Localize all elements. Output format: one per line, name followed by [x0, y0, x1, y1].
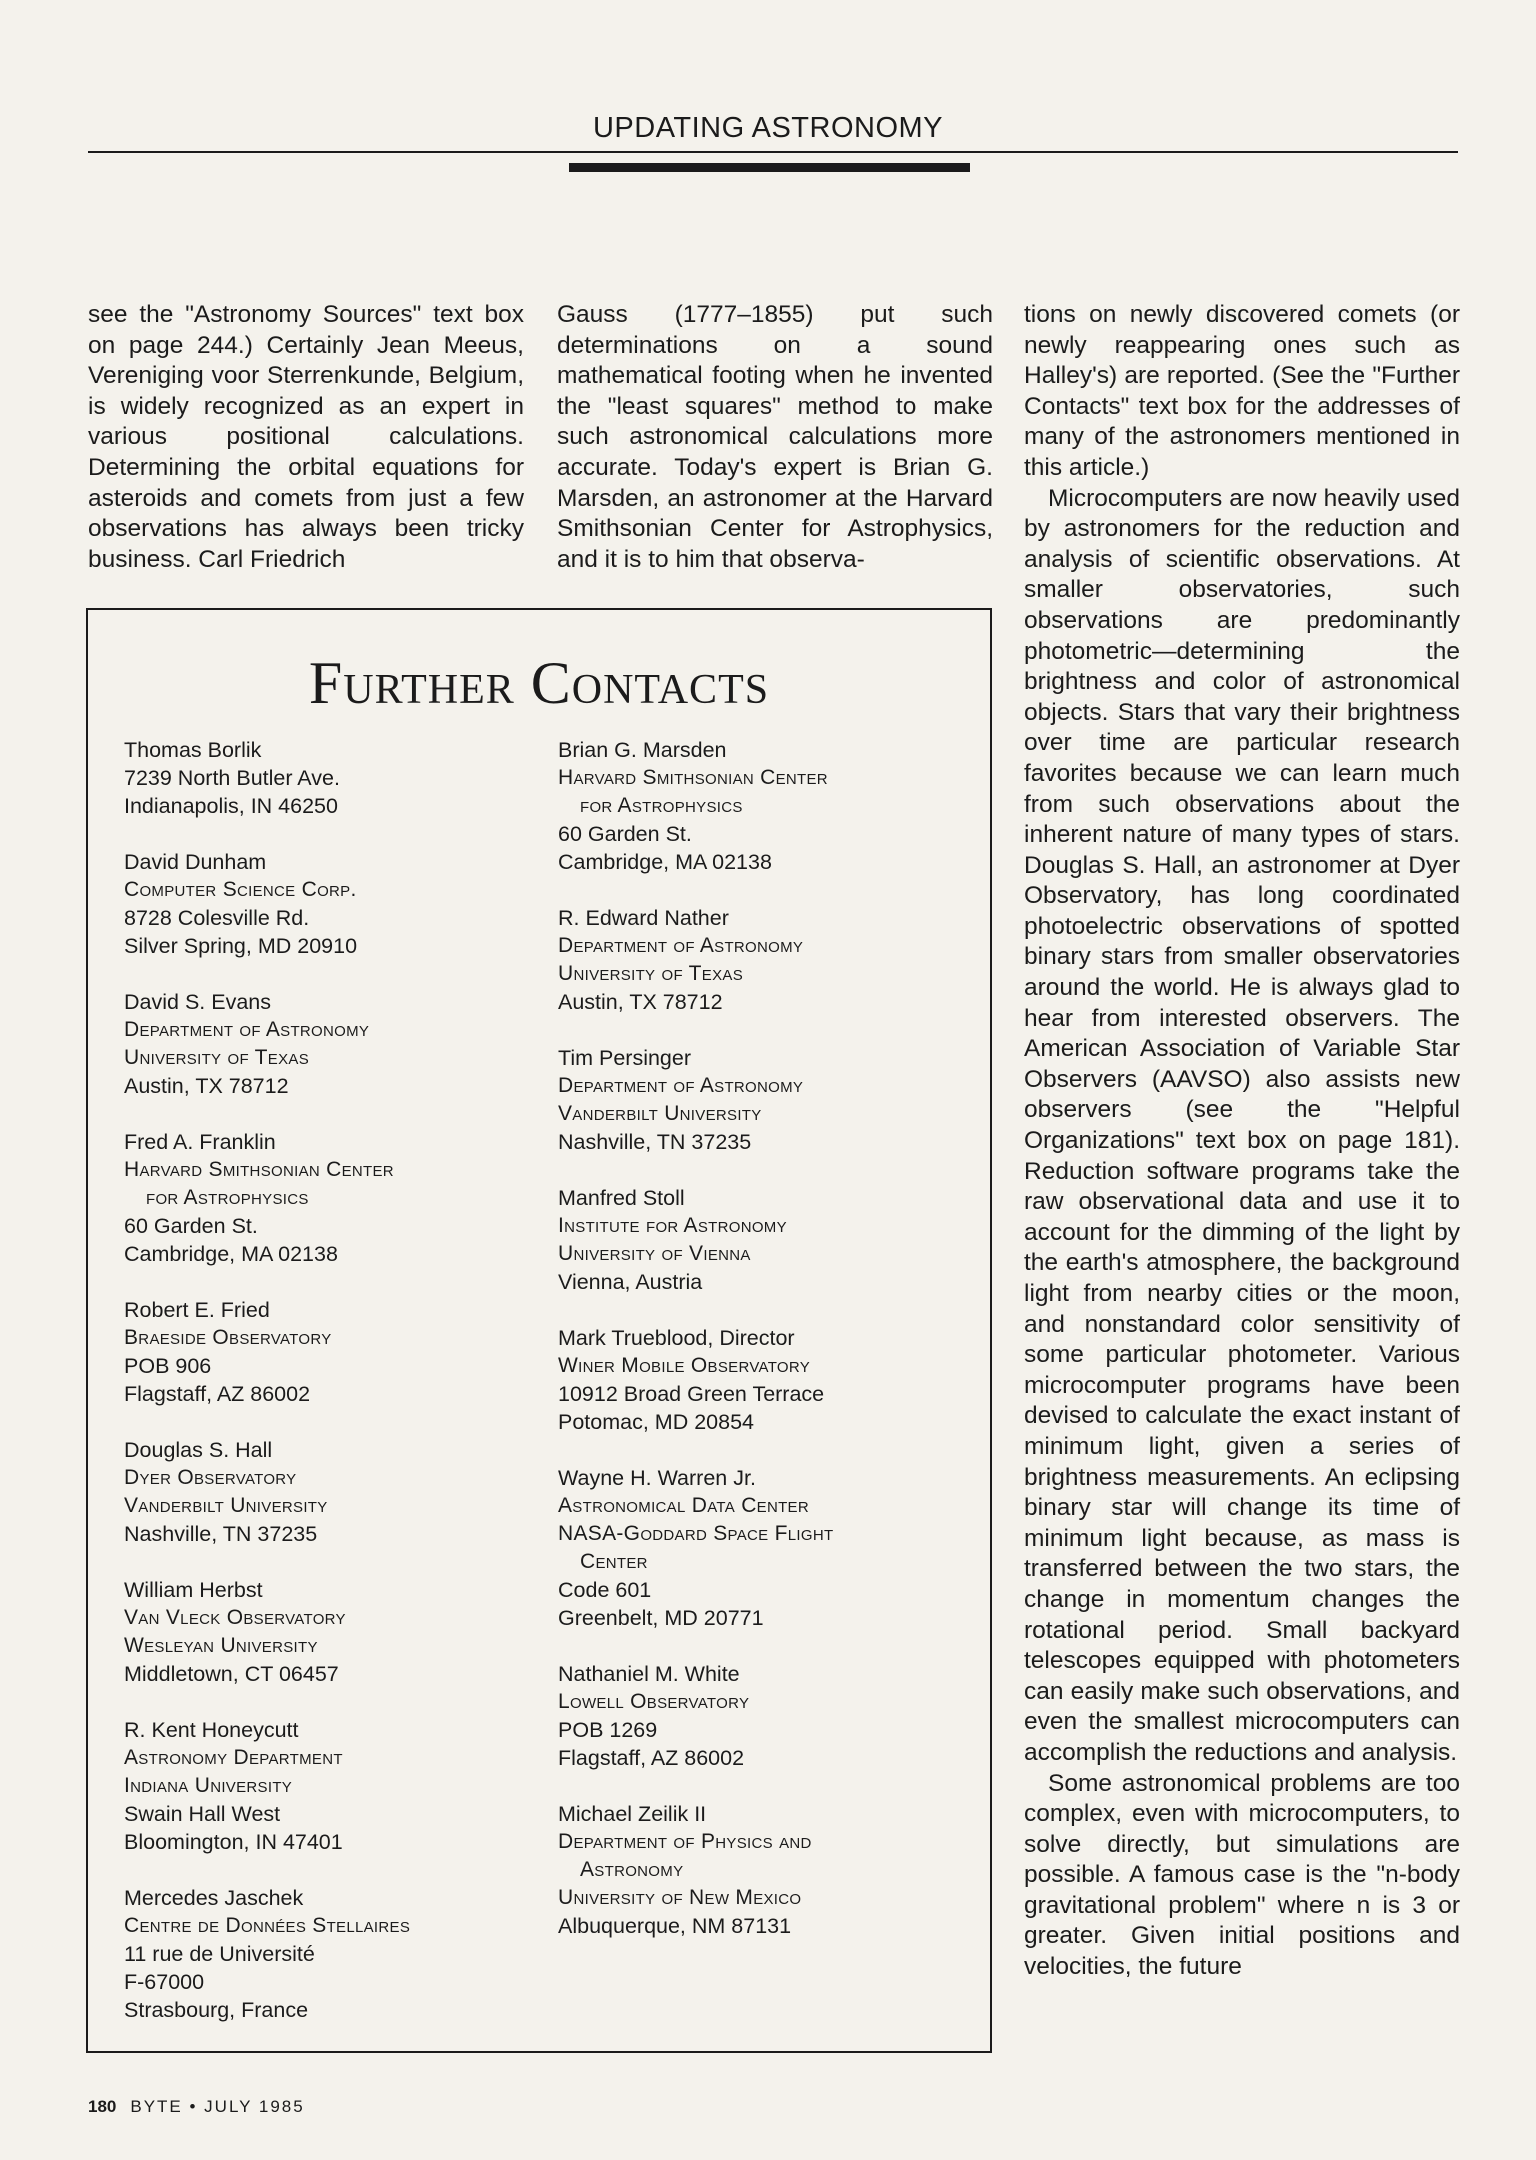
contact-entry — [124, 1436, 524, 1548]
contact-organization: University of Vienna — [558, 1242, 751, 1265]
contact-address-line: Albuquerque, NM 87131 — [558, 1914, 792, 1938]
contact-address-line: Austin, TX 78712 — [124, 1074, 289, 1098]
contact-name: William Herbst — [124, 1578, 263, 1602]
contact-address-line: Swain Hall West — [124, 1802, 281, 1826]
paragraph: see the "Astronomy Sources" text box on page 244.) Certainly Jean Meeus, Vereniging voor Sterrenkunde, Belgium, is widely recognized as an expert in various positional calculations. Determining the orbital equations for asteroids and comets from just a few observations has always been tricky business. Carl Friedrich — [88, 301, 524, 573]
contact-name: Mark Trueblood, Director — [558, 1326, 795, 1350]
contact-organization: Dyer Observatory — [124, 1466, 297, 1489]
contact-entry — [124, 1576, 524, 1688]
contact-name: Manfred Stoll — [558, 1186, 685, 1210]
contact-organization: Institute for Astronomy — [558, 1214, 787, 1237]
article-column-1 — [88, 300, 524, 575]
contact-entry — [558, 904, 958, 1016]
contact-name: Brian G. Marsden — [558, 738, 727, 762]
contact-organization: Winer Mobile Observatory — [558, 1354, 811, 1377]
contact-name: Fred A. Franklin — [124, 1130, 276, 1154]
contact-address-line: Flagstaff, AZ 86002 — [558, 1746, 745, 1770]
contact-address-line: Silver Spring, MD 20910 — [124, 934, 358, 958]
box-title: Further Contacts — [308, 650, 770, 716]
contact-address-line: 7239 North Butler Ave. — [124, 766, 340, 790]
contact-organization: Astronomical Data Center — [558, 1494, 809, 1517]
contact-organization: Braeside Observatory — [124, 1326, 332, 1349]
section-title: UPDATING ASTRONOMY — [592, 112, 944, 144]
contact-address-line: POB 906 — [124, 1354, 212, 1378]
contact-organization: for Astrophysics — [146, 1186, 309, 1209]
contact-address-line: Bloomington, IN 47401 — [124, 1830, 343, 1854]
contact-entry — [558, 736, 958, 876]
contact-address-line: Indianapolis, IN 46250 — [124, 794, 338, 818]
contact-entry — [124, 736, 524, 820]
contact-entry — [558, 1324, 958, 1436]
contact-organization: University of Texas — [558, 962, 744, 985]
contact-organization: Wesleyan University — [124, 1634, 318, 1657]
contact-organization: Harvard Smithsonian Center — [558, 766, 828, 789]
contact-name: Thomas Borlik — [124, 738, 262, 762]
contact-entry — [124, 1128, 524, 1268]
article-column-3 — [1024, 300, 1460, 1983]
contact-entry — [558, 1660, 958, 1772]
contact-name: Wayne H. Warren Jr. — [558, 1466, 756, 1490]
paragraph: Gauss (1777–1855) put such determinations on a sound mathematical footing when he invented the "least squares" method to make such astronomical calculations more accurate. Today's expert is Brian G. Marsden, an astronomer at the Harvard Smithsonian Center for Astrophysics, and it is to him that observa- — [557, 301, 993, 573]
contact-organization: Astronomy Department — [124, 1746, 343, 1769]
contact-address-line: Flagstaff, AZ 86002 — [124, 1382, 311, 1406]
contact-organization: Indiana University — [124, 1774, 293, 1797]
contact-organization: Harvard Smithsonian Center — [124, 1158, 394, 1181]
contact-address-line: Potomac, MD 20854 — [558, 1410, 754, 1434]
contact-address-line: Strasbourg, France — [124, 1998, 309, 2022]
contact-organization: Lowell Observatory — [558, 1690, 750, 1713]
contact-entry — [558, 1044, 958, 1156]
paragraph: Some astronomical problems are too complex, even with microcomputers, to solve directly, but simulations are possible. A famous case is the "n-body gravitational problem" where n is 3 or greater. Given initial positions and velocities, the future — [1024, 1769, 1460, 1981]
contact-name: Michael Zeilik II — [558, 1802, 707, 1826]
article-column-2 — [557, 300, 993, 575]
further-contacts-box — [86, 608, 992, 2053]
contact-address-line: POB 1269 — [558, 1718, 658, 1742]
contact-entry — [558, 1184, 958, 1296]
contact-entry — [124, 988, 524, 1100]
contact-name: R. Edward Nather — [558, 906, 729, 930]
contact-address-line: Greenbelt, MD 20771 — [558, 1606, 764, 1630]
contact-name: David Dunham — [124, 850, 267, 874]
contact-address-line: 60 Garden St. — [558, 822, 692, 846]
contact-organization: NASA-Goddard Space Flight — [558, 1522, 834, 1545]
contacts-column-left — [124, 736, 524, 2052]
contact-address-line: 60 Garden St. — [124, 1214, 258, 1238]
contacts-column-right — [558, 736, 958, 1968]
contact-entry — [124, 1296, 524, 1408]
contact-organization: Center — [580, 1550, 648, 1573]
contact-name: Mercedes Jaschek — [124, 1886, 304, 1910]
contact-organization: for Astrophysics — [580, 794, 743, 817]
contact-name: Robert E. Fried — [124, 1298, 270, 1322]
contact-organization: Department of Astronomy — [558, 934, 804, 957]
contact-organization: Van Vleck Observatory — [124, 1606, 346, 1629]
contact-name: Tim Persinger — [558, 1046, 692, 1070]
contact-address-line: F-67000 — [124, 1970, 205, 1994]
contact-name: R. Kent Honeycutt — [124, 1718, 299, 1742]
contact-entry — [124, 1884, 524, 2024]
contact-organization: University of Texas — [124, 1046, 310, 1069]
page-number: 180 — [88, 2097, 117, 2116]
contact-organization: Department of Astronomy — [558, 1074, 804, 1097]
contact-address-line: Middletown, CT 06457 — [124, 1662, 339, 1686]
paragraph: Microcomputers are now heavily used by astronomers for the reduction and analysis of scientific observations. At smaller observatories, such observations are predominantly photometric—determining the brightness and color of astronomical objects. Stars that vary their brightness over time are particular research favorites because we can learn much from such observations about the inherent nature of many types of stars. Douglas S. Hall, an astronomer at Dyer Observatory, has long coordinated photoelectric observations of spotted binary stars from smaller observatories around the world. He is always glad to hear from interested observers. The American Association of Variable Star Observers (AAVSO) also assists new observers (see the "Helpful Organizations" text box on page 181). Reduction software programs take the raw observational data and use it to account for the dimming of the light by the earth's atmosphere, the background light from nearby cities or the moon, and nonstandard color sensitivity of some particular photometer. Various microcomputer programs have been devised to calculate the exact instant of minimum light, given a series of brightness measurements. An eclipsing binary star will change its time of minimum light because, as mass is transferred between the two stars, the change in momentum changes the rotational period. Small backyard telescopes equipped with photometers can easily make such observations, and even the smallest microcomputers can accomplish the reductions and analysis. — [1024, 484, 1460, 1766]
header-rule — [88, 151, 1458, 153]
contact-address-line: Vienna, Austria — [558, 1270, 703, 1294]
contact-address-line: Cambridge, MA 02138 — [124, 1242, 338, 1266]
contact-organization: Centre de Données Stellaires — [124, 1914, 411, 1937]
contact-address-line: Code 601 — [558, 1578, 652, 1602]
contact-organization: University of New Mexico — [558, 1886, 802, 1909]
paragraph: tions on newly discovered comets (or newly reappearing ones such as Halley's) are reported. (See the "Further Contacts" text box for the addresses of many of the astronomers mentioned in this article.) — [1024, 301, 1460, 481]
contact-organization: Computer Science Corp. — [124, 878, 357, 901]
contact-organization: Department of Physics and — [558, 1830, 812, 1853]
contact-organization: Department of Astronomy — [124, 1018, 370, 1041]
publication-line: BYTE • JULY 1985 — [130, 2097, 305, 2116]
contact-organization: Vanderbilt University — [558, 1102, 762, 1125]
contact-address-line: 11 rue de Université — [124, 1942, 315, 1966]
contact-entry — [124, 1716, 524, 1856]
contact-entry — [558, 1800, 958, 1940]
contact-name: Douglas S. Hall — [124, 1438, 273, 1462]
contact-entry — [124, 848, 524, 960]
contact-name: David S. Evans — [124, 990, 271, 1014]
header-bar — [569, 163, 970, 172]
contact-address-line: 8728 Colesville Rd. — [124, 906, 310, 930]
contact-address-line: Nashville, TN 37235 — [124, 1522, 318, 1546]
page-footer — [88, 2097, 305, 2117]
contact-address-line: Cambridge, MA 02138 — [558, 850, 772, 874]
contact-address-line: 10912 Broad Green Terrace — [558, 1382, 825, 1406]
contact-address-line: Austin, TX 78712 — [558, 990, 723, 1014]
contact-organization: Vanderbilt University — [124, 1494, 328, 1517]
contact-organization: Astronomy — [580, 1858, 684, 1881]
contact-entry — [558, 1464, 958, 1632]
contact-address-line: Nashville, TN 37235 — [558, 1130, 752, 1154]
contact-name: Nathaniel M. White — [558, 1662, 740, 1686]
